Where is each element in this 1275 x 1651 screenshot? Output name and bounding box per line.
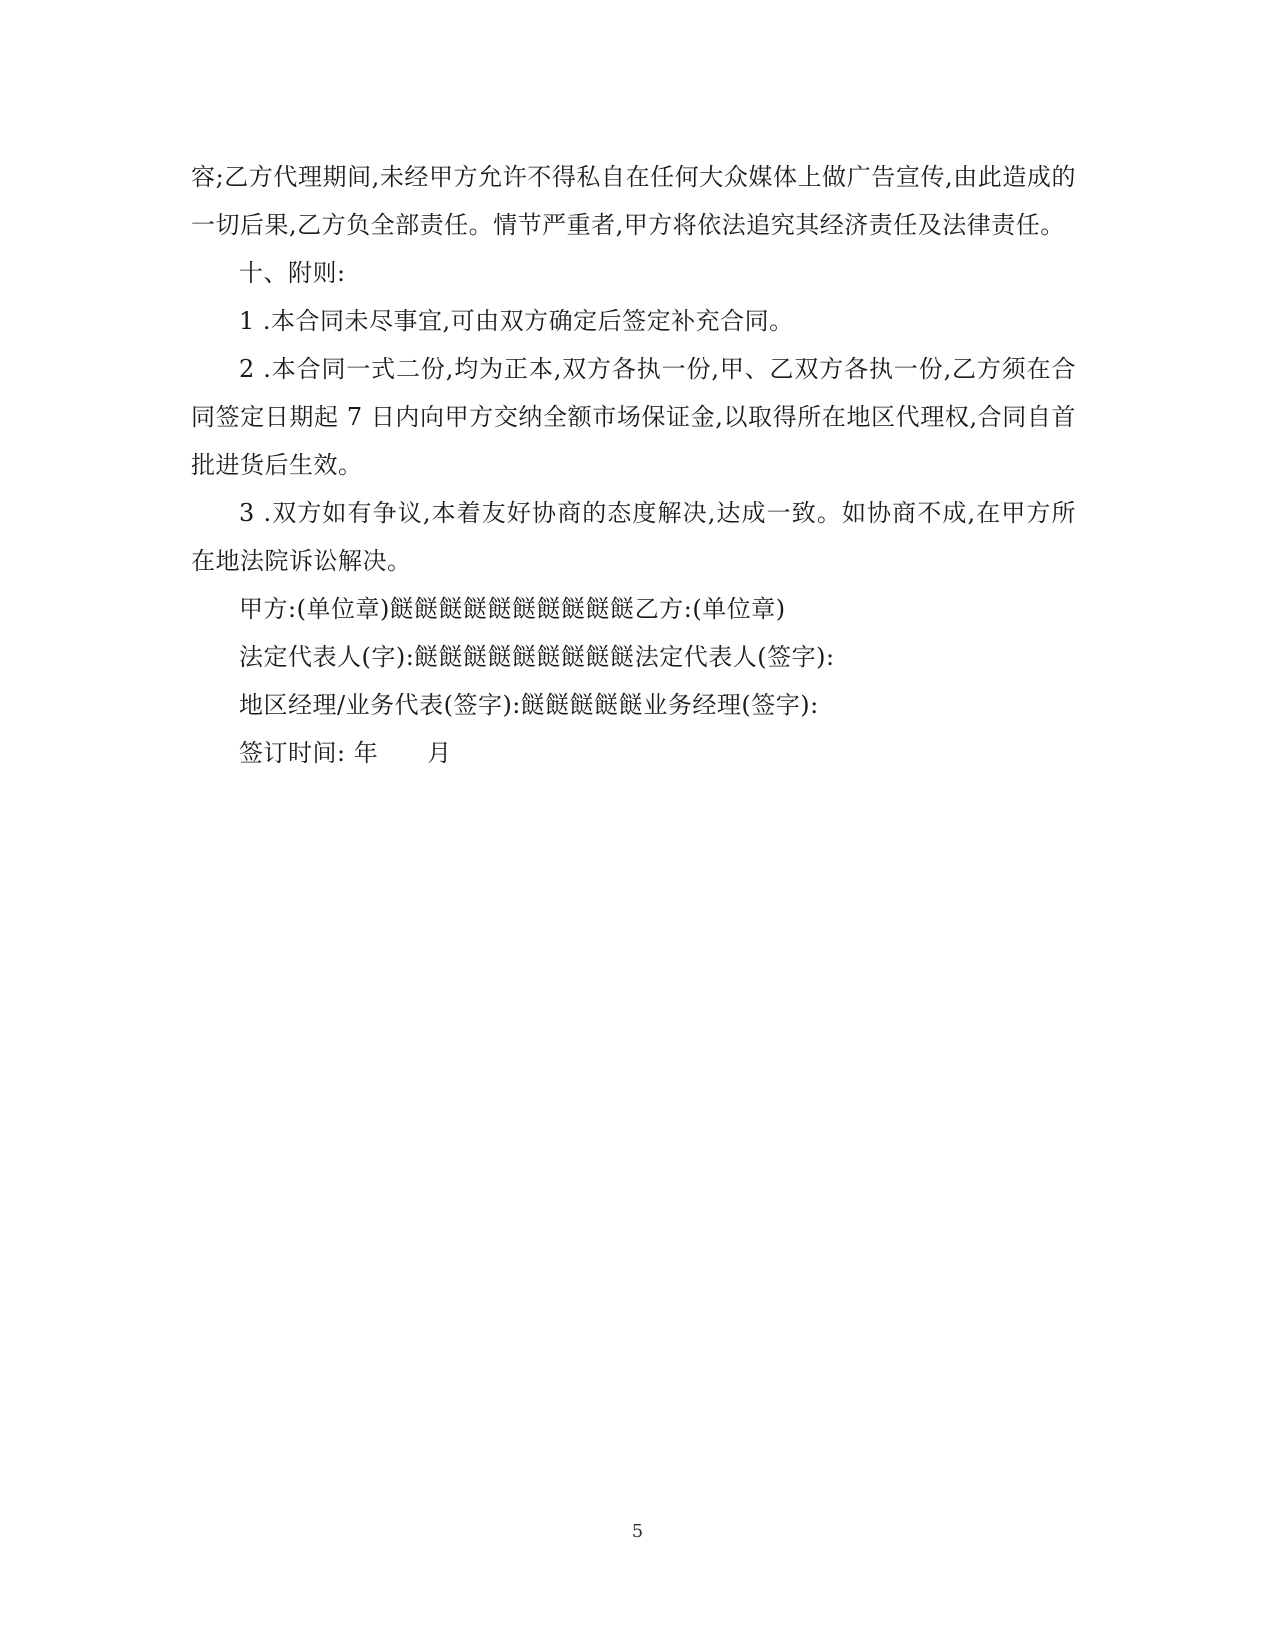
page-number: 5 [631,1521,644,1542]
signature-line-legal-representatives: 法定代表人(字):餸餸餸餸餸餸餸餸餸法定代表人(签字): [239,643,835,671]
appendix-item-2: 2 .本合同一式二份,均为正本,双方各执一份,甲、乙双方各执一份,乙方须在合同签定日期起 7 日内向甲方交纳全额市场保证金,以取得所在地区代理权,合同自首批进货后生效。 [191,355,1076,479]
paragraph-continued-clause: 容;乙方代理期间,未经甲方允许不得私自在任何大众媒体上做广告宣传,由此造成的一切后果,乙方负全部责任。情节严重者,甲方将依法追究其经济责任及法律责任。 [191,163,1076,239]
appendix-item-3: 3 .双方如有争议,本着友好协商的态度解决,达成一致。如协商不成,在甲方所在地法院诉讼解决。 [191,499,1076,575]
appendix-item-1: 1 .本合同未尽事宜,可由双方确定后签定补充合同。 [239,307,794,335]
signature-line-party-seals: 甲方:(单位章)餸餸餸餸餸餸餸餸餸餸乙方:(单位章) [239,595,786,623]
document-body [191,153,1076,777]
signature-line-managers: 地区经理/业务代表(签字):餸餸餸餸餸业务经理(签字): [239,691,819,719]
section-heading-appendix: 十、附则: [239,259,346,287]
signature-line-signing-date: 签订时间: 年 月 [239,739,452,767]
